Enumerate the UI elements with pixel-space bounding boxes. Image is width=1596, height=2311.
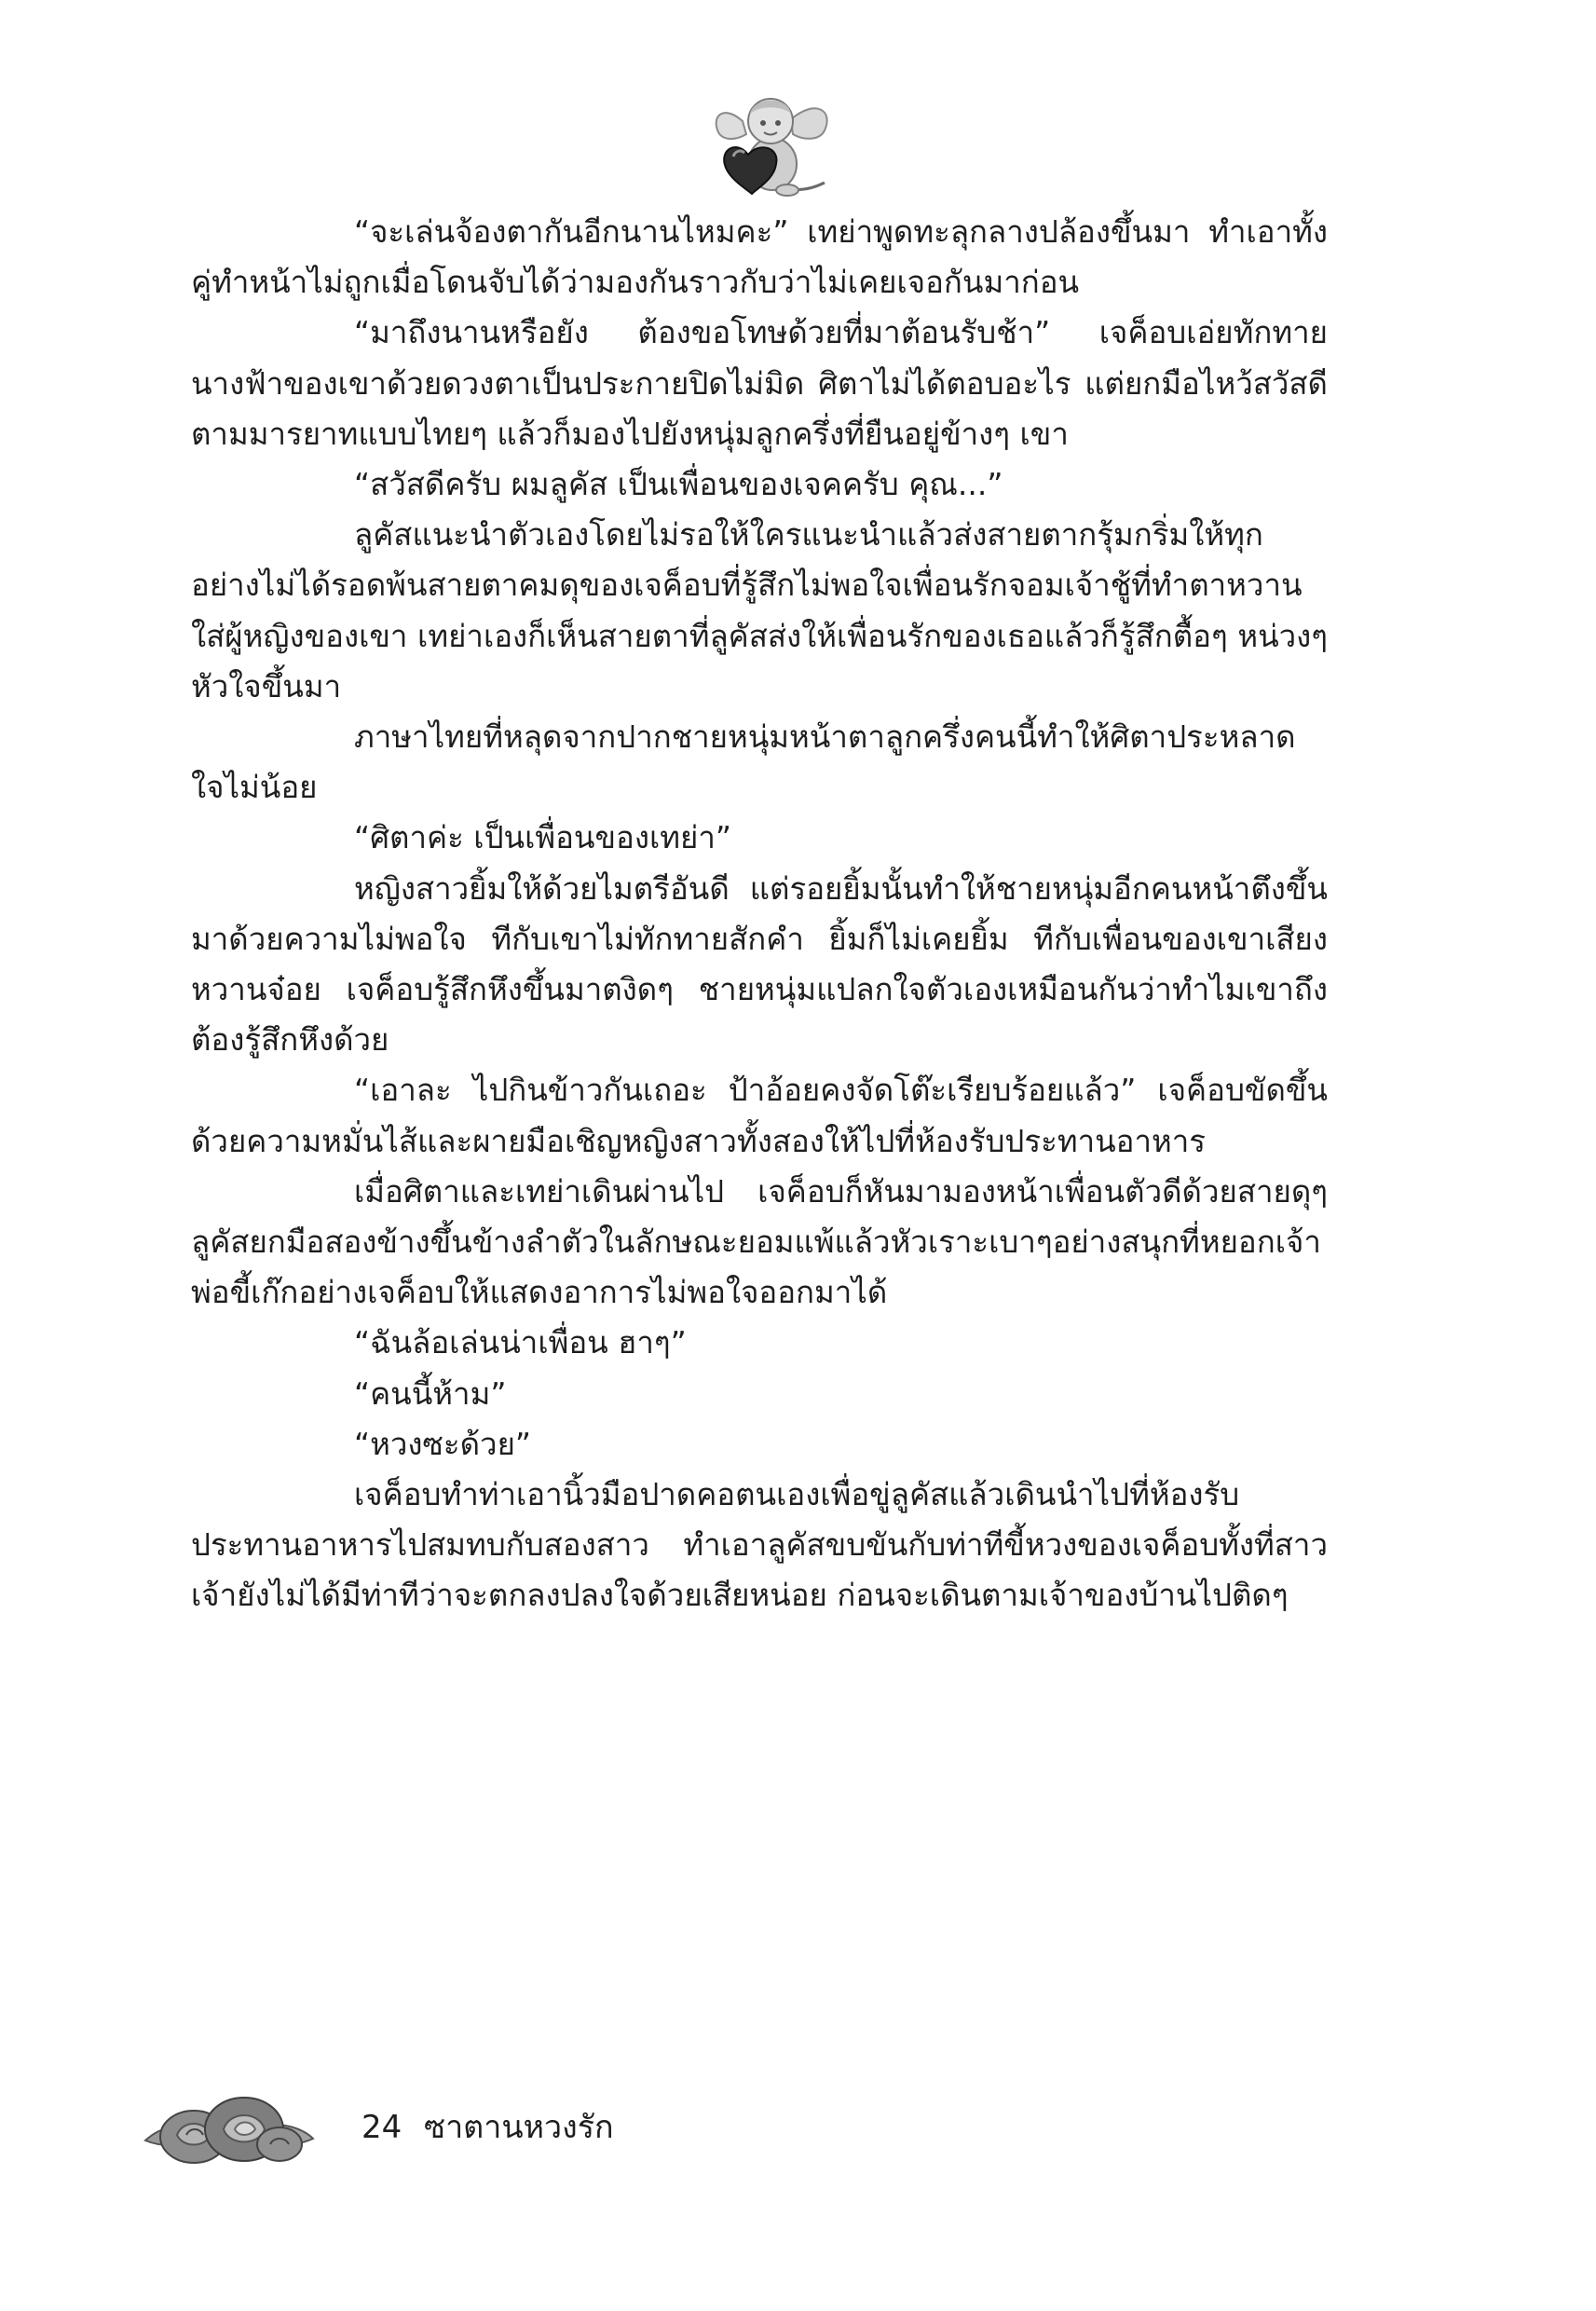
- paragraph-11: “คนนี้ห้าม”: [354, 1374, 507, 1412]
- rose-bouquet-icon: [140, 2083, 317, 2176]
- paragraph-8: “เอาละ ไปกินข้าวกันเถอะ ป้าอ้อยคงจัดโต๊ะเรียบร้อยแล้ว” เจค็อบขัดขึ้นด้วยความหมั่นไส้และผายมือเชิญหญิงสาวทั้งสองให้ไปที่ห้องรับประทานอาหาร: [191, 1072, 1328, 1159]
- book-title: ซาตานหวงรัก: [424, 2109, 614, 2146]
- paragraph-13: เจค็อบทำท่าเอานิ้วมือปาดคอตนเองเพื่อขู่ลูคัสแล้วเดินนำไปที่ห้องรับประทานอาหารไปสมทบกับสองสาว ทำเอาลูคัสขบขันกับท่าทีขี้หวงของเจค็อบทั้งที่สาวเจ้ายังไม่ได้มีท่าทีว่าจะตกลงปลงใจด้วยเสียหน่อย ก่อนจะเดินตามเจ้าของบ้านไปติดๆ: [191, 1476, 1328, 1614]
- paragraph-12: “หวงซะด้วย”: [354, 1425, 532, 1462]
- paragraph-7: หญิงสาวยิ้มให้ด้วยไมตรีอันดี แต่รอยยิ้มนั้นทำให้ชายหนุ่มอีกคนหน้าตึงขึ้นมาด้วยความไม่พอใจ ทีกับเขาไม่ทักทายสักคำ ยิ้มก็ไม่เคยยิ้ม ทีกับเพื่อนของเขาเสียงหวานจ๋อย เจค็อบรู้สึกหึงขึ้นมาตงิดๆ ชายหนุ่มแปลกใจตัวเองเหมือนกันว่าทำไมเขาถึงต้องรู้สึกหึงด้วย: [191, 869, 1328, 1059]
- paragraph-6: “ศิตาค่ะ เป็นเพื่อนของเทย่า”: [354, 819, 731, 856]
- paragraph-2: “มาถึงนานหรือยัง ต้องขอโทษด้วยที่มาต้อนรับช้า” เจค็อบเอ่ยทักทายนางฟ้าของเขาด้วยดวงตาเป็นประกายปิดไม่มิด ศิตาไม่ได้ตอบอะไร แต่ยกมือไหว้สวัสดีตามมารยาทแบบไทยๆ แล้วก็มองไปยังหนุ่มลูกครึ่งที่ยืนอยู่ข้างๆ เขา: [191, 314, 1328, 452]
- cupid-with-heart-icon: [705, 82, 836, 203]
- paragraph-3: “สวัสดีครับ ผมลูคัส เป็นเพื่อนของเจคครับ คุณ...”: [354, 466, 1003, 503]
- paragraph-9: เมื่อศิตาและเทย่าเดินผ่านไป เจค็อบก็หันมามองหน้าเพื่อนตัวดีด้วยสายดุๆ ลูคัสยกมือสองข้างขึ้นข้างลำตัวในลักษณะยอมแพ้แล้วหัวเราะเบาๆอย่างสนุกที่หยอกเจ้าพ่อขี้เก๊กอย่างเจค็อบให้แสดงอาการไม่พอใจออกมาได้: [191, 1172, 1328, 1311]
- page-number: 24: [361, 2109, 402, 2146]
- paragraph-1: “จะเล่นจ้องตากันอีกนานไหมคะ” เทย่าพูดทะลุกลางปล้องขึ้นมา ทำเอาทั้งคู่ทำหน้าไม่ถูกเมื่อโดนจับได้ว่ามองกันราวกับว่าไม่เคยเจอกันมาก่อน: [191, 213, 1328, 301]
- paragraph-10: “ฉันล้อเล่นน่าเพื่อน ฮาๆ”: [354, 1324, 687, 1361]
- body-text: [191, 207, 1328, 1621]
- page-footer: [140, 2083, 792, 2176]
- paragraph-4: ลูคัสแนะนำตัวเองโดยไม่รอให้ใครแนะนำแล้วส่งสายตากรุ้มกริ่มให้ทุกอย่างไม่ได้รอดพ้นสายตาคมดุของเจค็อบที่รู้สึกไม่พอใจเพื่อนรักจอมเจ้าชู้ที่ทำตาหวานใส่ผู้หญิงของเขา เทย่าเองก็เห็นสายตาที่ลูคัสส่งให้เพื่อนรักของเธอแล้วก็รู้สึกตื้อๆ หน่วงๆ หัวใจขึ้นมา: [191, 516, 1328, 704]
- paragraph-5: ภาษาไทยที่หลุดจากปากชายหนุ่มหน้าตาลูกครึ่งคนนี้ทำให้ศิตาประหลาดใจไม่น้อย: [191, 718, 1296, 806]
